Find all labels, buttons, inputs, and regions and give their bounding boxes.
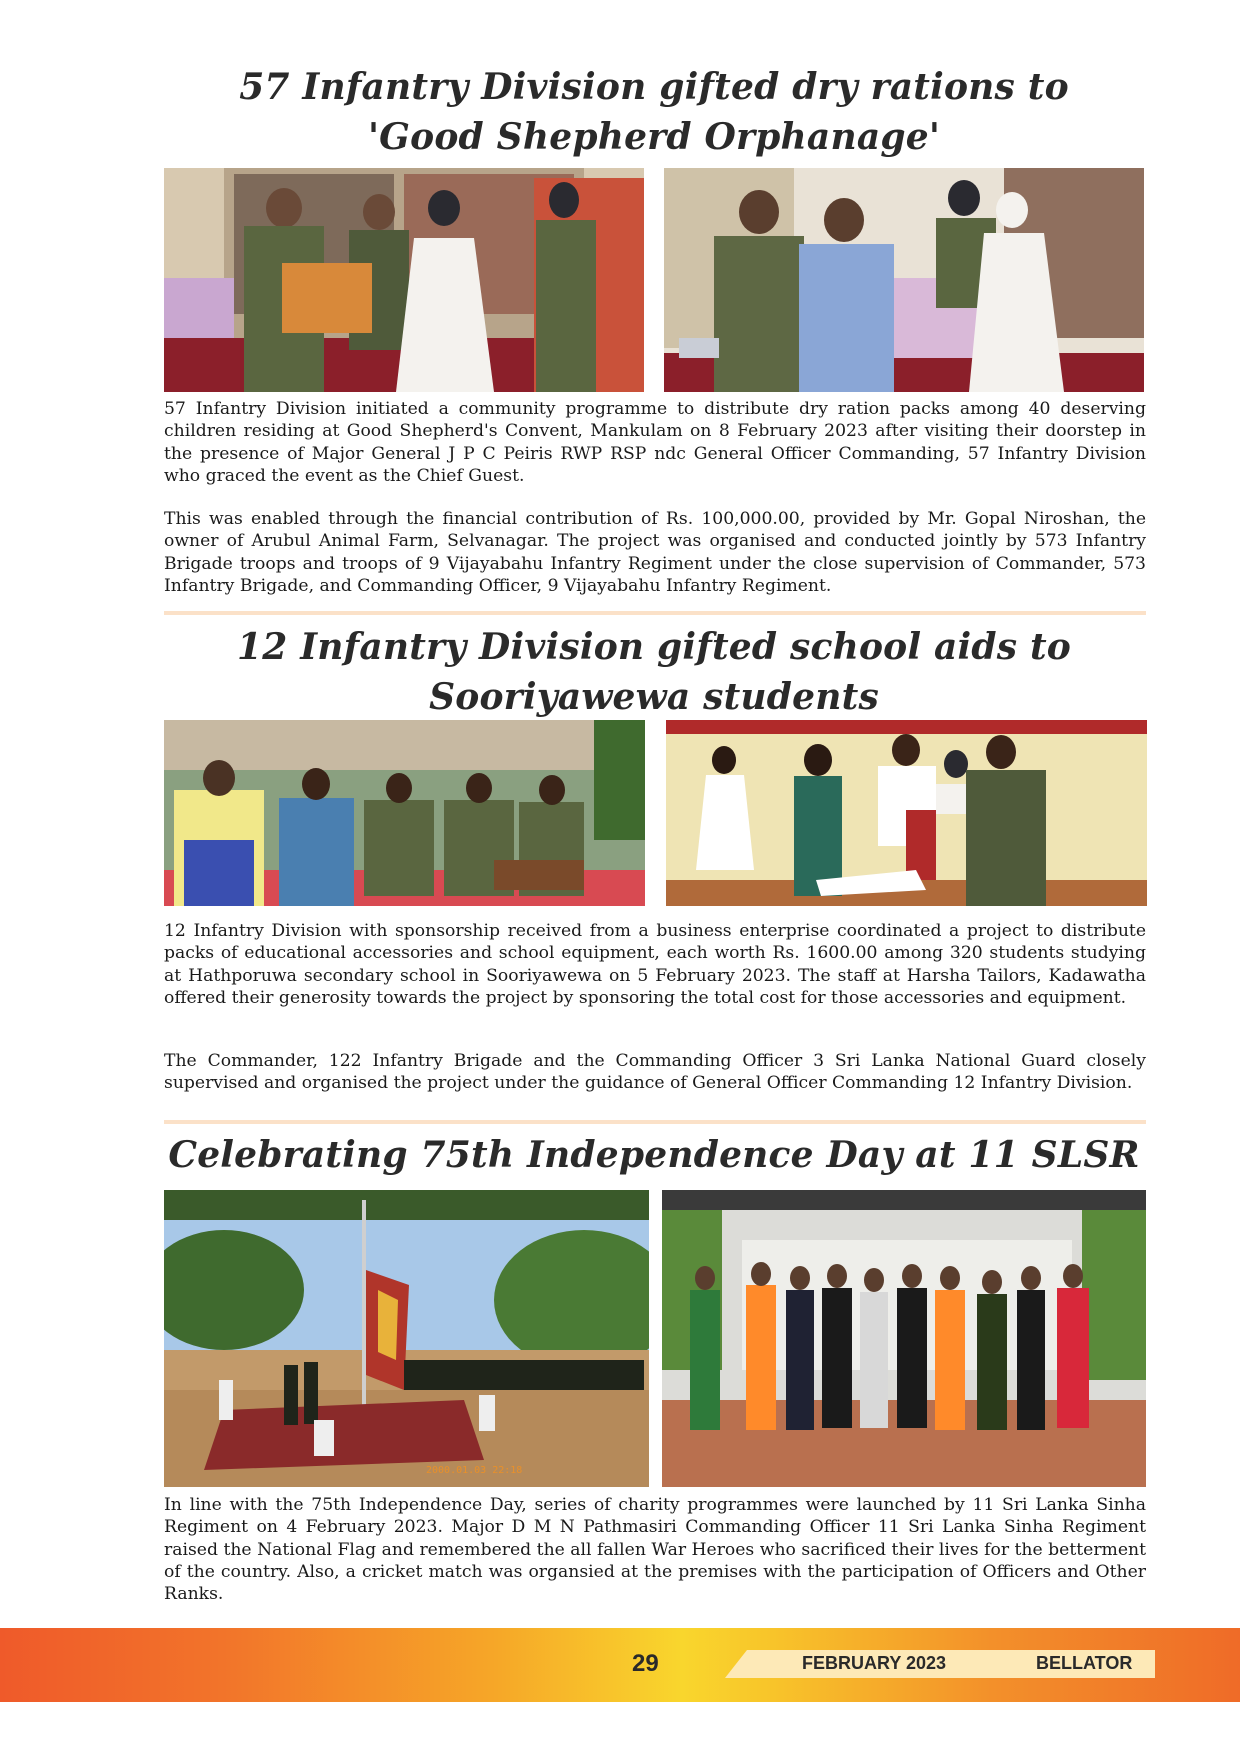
photo-date-stamp: 2000.01.03 22:18 [426,1465,523,1476]
photo-audience-seated [164,720,645,906]
photo-cricket-team [662,1190,1146,1487]
article-1-title-line1: 57 Infantry Division gifted dry rations to [239,66,1069,108]
magazine-name: BELLATOR [1036,1653,1133,1673]
article-2-paragraph-1: 12 Infantry Division with sponsorship received from a business enterprise coordinated a project to distribute packs of educational accessories and school equipment, each worth Rs. 1600.00 among 320 students studying at Hathporuwa secondary school in Sooriyawewa on 5 February 2023. The staff at Harsha Tailors, Kadawatha offered their generosity towards the project by sponsoring the total cost for those accessories and equipment. [164,921,1146,1008]
issue-date: FEBRUARY 2023 [802,1653,947,1673]
photo-flag-raising [164,1190,649,1487]
article-1-title [164,62,1144,162]
photo-ceremony-dry-rations-handover [164,168,644,392]
article-3-title-line1: Celebrating 75th Independence Day at 11 SLSR [168,1134,1140,1176]
article-1-title-line2: 'Good Shepherd Orphanage' [367,116,941,158]
article-3-paragraph-1: In line with the 75th Independence Day, series of charity programmes were launched by 11 Sri Lanka Sinha Regiment on 4 February 2023. Major D M N Pathmasiri Commanding Officer 11 Sri Lanka Sinha Regiment raised the National Flag and remembered the all fallen War Heroes who sacrificed their lives for the betterment of the country. Also, a cricket match was organsied at the premises with the participation of Officers and Other Ranks. [164,1495,1146,1605]
article-3-title [164,1130,1144,1180]
section-divider [164,611,1146,615]
article-1-paragraph-2: This was enabled through the financial contribution of Rs. 100,000.00, provided by Mr. Gopal Niroshan, the owner of Arubul Animal Farm, Selvanagar. The project was organised and conducted jointly by 573 Infantry Brigade troops and troops of 9 Vijayabahu Infantry Regiment under the close supervision of Commander, 573 Infantry Brigade, and Commanding Officer, 9 Vijayabahu Infantry Regiment. [164,509,1146,596]
photo-student-receiving-aid [666,720,1147,906]
article-1-paragraph-1: 57 Infantry Division initiated a community programme to distribute dry ration packs among 40 deserving children residing at Good Shepherd's Convent, Mankulam on 8 February 2023 after visiting their doorstep in the presence of Major General J P C Peiris RWP RSP ndc General Officer Commanding, 57 Infantry Division who graced the event as the Chief Guest. [164,399,1146,486]
page-number: 29 [632,1650,659,1677]
article-2-title [164,622,1144,722]
article-2-title-line1: 12 Infantry Division gifted school aids to [236,626,1071,668]
photo-sponsor-handover-gift [664,168,1144,392]
article-2-paragraph-2: The Commander, 122 Infantry Brigade and the Commanding Officer 3 Sri Lanka National Guard closely supervised and organised the project under the guidance of General Officer Commanding 12 Infantry Division. [164,1051,1146,1094]
article-2-title-line2: Sooriyawewa students [429,676,879,718]
section-divider [164,1120,1146,1124]
